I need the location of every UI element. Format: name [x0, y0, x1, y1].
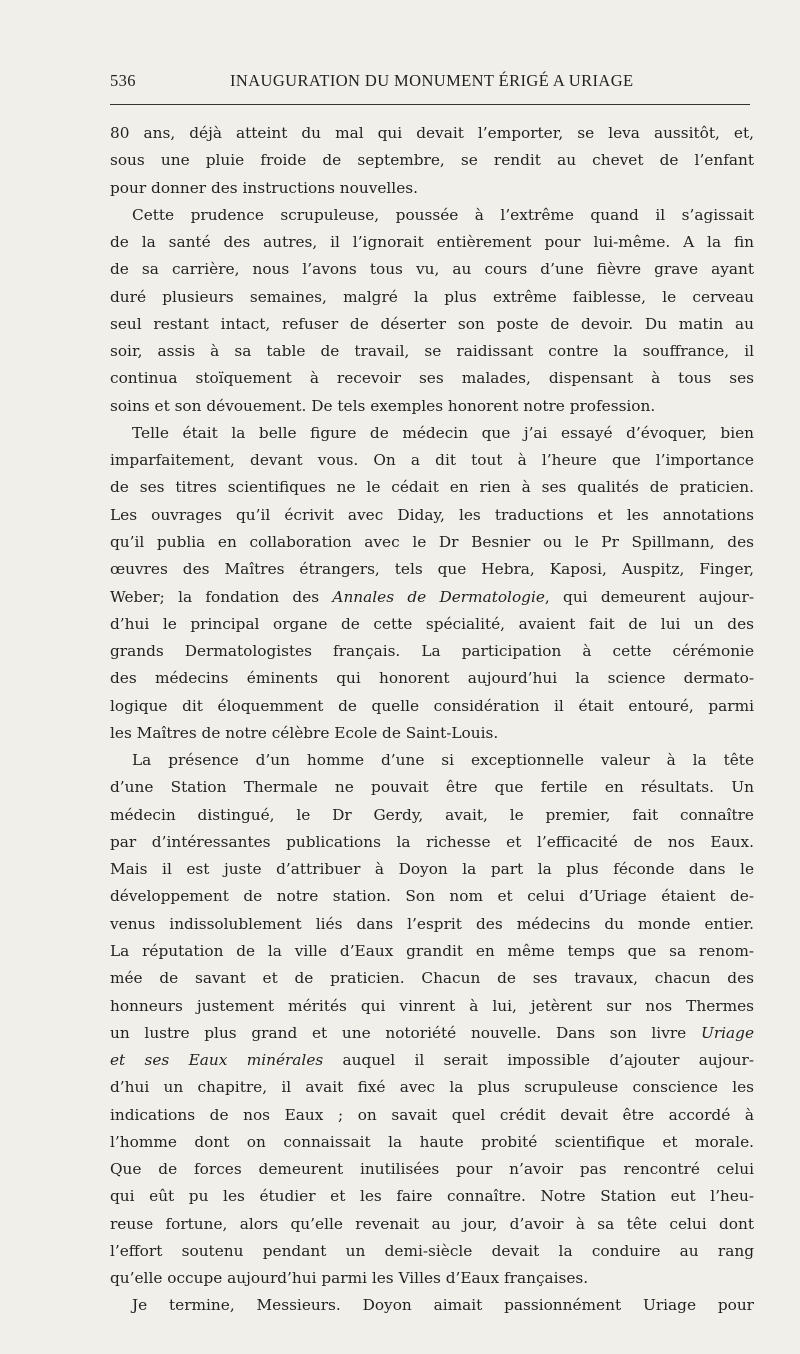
- text-line: Je termine, Messieurs. Doyon aimait passionnément Uriage pour: [132, 1296, 754, 1315]
- text-line: sous une pluie froide de septembre, se rendit au chevet de l’enfant: [110, 151, 754, 170]
- text-line: Mais il est juste d’attribuer à Doyon la part la plus féconde dans le: [110, 860, 754, 879]
- header-rule: [110, 104, 750, 105]
- text-line: grands Dermatologistes français. La participation à cette cérémonie: [110, 642, 754, 661]
- text-line: Les ouvrages qu’il écrivit avec Diday, les traductions et les annotations: [110, 505, 754, 524]
- text-line: Telle était la belle figure de médecin que j’ai essayé d’évoquer, bien: [132, 423, 754, 442]
- text-line: soins et son dévouement. De tels exemples honorent notre profession.: [110, 396, 656, 415]
- text-line: indications de nos Eaux ; on savait quel crédit devait être accordé à: [110, 1105, 754, 1124]
- text-line: continua stoïquement à recevoir ses malades, dispensant à tous ses: [110, 369, 754, 388]
- text-line: [110, 584, 754, 611]
- book-title: et ses Eaux minérales: [110, 1051, 324, 1070]
- page-number: 536: [110, 71, 136, 90]
- text-line: qu’il publia en collaboration avec le Dr Besnier ou le Pr Spillmann, des: [110, 532, 754, 551]
- text-line: l’homme dont on connaissait la haute probité scientifique et morale.: [110, 1132, 754, 1151]
- text-line: [110, 1047, 754, 1074]
- body-text: [110, 120, 754, 1320]
- journal-title: Annales de Dermatologie: [332, 587, 545, 606]
- running-header: [110, 71, 750, 101]
- text-line: médecin distingué, le Dr Gerdy, avait, le premier, fait connaître: [110, 805, 754, 824]
- running-title: INAUGURATION DU MONUMENT ÉRIGÉ A URIAGE: [230, 71, 634, 90]
- text-line: La présence d’un homme d’une si exceptionnelle valeur à la tête: [132, 751, 754, 770]
- text-line: mée de savant et de praticien. Chacun de ses travaux, chacun des: [110, 969, 754, 988]
- text-line: pour donner des instructions nouvelles.: [110, 178, 418, 197]
- text-line: Que de forces demeurent inutilisées pour n’avoir pas rencontré celui: [110, 1160, 754, 1179]
- text-line: d’une Station Thermale ne pouvait être que fertile en résultats. Un: [110, 778, 754, 797]
- text-run: , qui demeurent aujour-: [544, 587, 755, 606]
- text-line: logique dit éloquemment de quelle considération il était entouré, parmi: [110, 696, 754, 715]
- text-line: venus indissolublement liés dans l’esprit des médecins du monde entier.: [110, 914, 754, 933]
- text-line: de la santé des autres, il l’ignorait entièrement pour lui-même. A la fin: [110, 233, 754, 252]
- text-run: Weber; la fondation des: [110, 587, 333, 606]
- text-line: les Maîtres de notre célèbre Ecole de Saint-Louis.: [110, 723, 499, 742]
- text-line: seul restant intact, refuser de déserter son poste de devoir. Du matin au: [110, 314, 754, 333]
- text-line: 80 ans, déjà atteint du mal qui devait l’emporter, se leva aussitôt, et,: [110, 124, 754, 142]
- text-line: l’effort soutenu pendant un demi-siècle devait la conduire au rang: [110, 1241, 754, 1260]
- text-line: imparfaitement, devant vous. On a dit tout à l’heure que l’importance: [110, 451, 754, 470]
- text-line: duré plusieurs semaines, malgré la plus extrême faiblesse, le cerveau: [110, 287, 754, 306]
- text-line: d’hui le principal organe de cette spécialité, avaient fait de lui un des: [110, 614, 754, 633]
- book-title: Uriage: [700, 1023, 754, 1042]
- text-line: soir, assis à sa table de travail, se raidissant contre la souffrance, il: [110, 342, 754, 361]
- text-line: œuvres des Maîtres étrangers, tels que Hebra, Kaposi, Auspitz, Finger,: [110, 560, 754, 579]
- text-line: de ses titres scientifiques ne le cédait en rien à ses qualités de praticien.: [110, 478, 754, 497]
- text-run: un lustre plus grand et une notoriété nouvelle. Dans son livre: [110, 1023, 701, 1042]
- text-line: par d’intéressantes publications la richesse et l’efficacité de nos Eaux.: [110, 832, 754, 851]
- text-line: [110, 1020, 754, 1047]
- text-run: auquel il serait impossible d’ajouter aujour-: [323, 1051, 754, 1070]
- text-line: honneurs justement mérités qui vinrent à lui, jetèrent sur nos Thermes: [110, 996, 754, 1015]
- text-line: développement de notre station. Son nom et celui d’Uriage étaient de-: [110, 887, 754, 906]
- text-line: d’hui un chapitre, il avait fixé avec la plus scrupuleuse conscience les: [110, 1078, 754, 1097]
- text-line: qui eût pu les étudier et les faire connaître. Notre Station eut l’heu-: [110, 1187, 754, 1206]
- text-line: La réputation de la ville d’Eaux grandit en même temps que sa renom-: [110, 941, 754, 960]
- text-line: reuse fortune, alors qu’elle revenait au jour, d’avoir à sa tête celui dont: [110, 1214, 754, 1233]
- text-line: Cette prudence scrupuleuse, poussée à l’extrême quand il s’agissait: [132, 205, 754, 224]
- text-line: qu’elle occupe aujourd’hui parmi les Villes d’Eaux françaises.: [110, 1269, 589, 1288]
- text-line: de sa carrière, nous l’avons tous vu, au cours d’une fièvre grave ayant: [110, 260, 754, 279]
- text-line: des médecins éminents qui honorent aujourd’hui la science dermato-: [110, 669, 754, 688]
